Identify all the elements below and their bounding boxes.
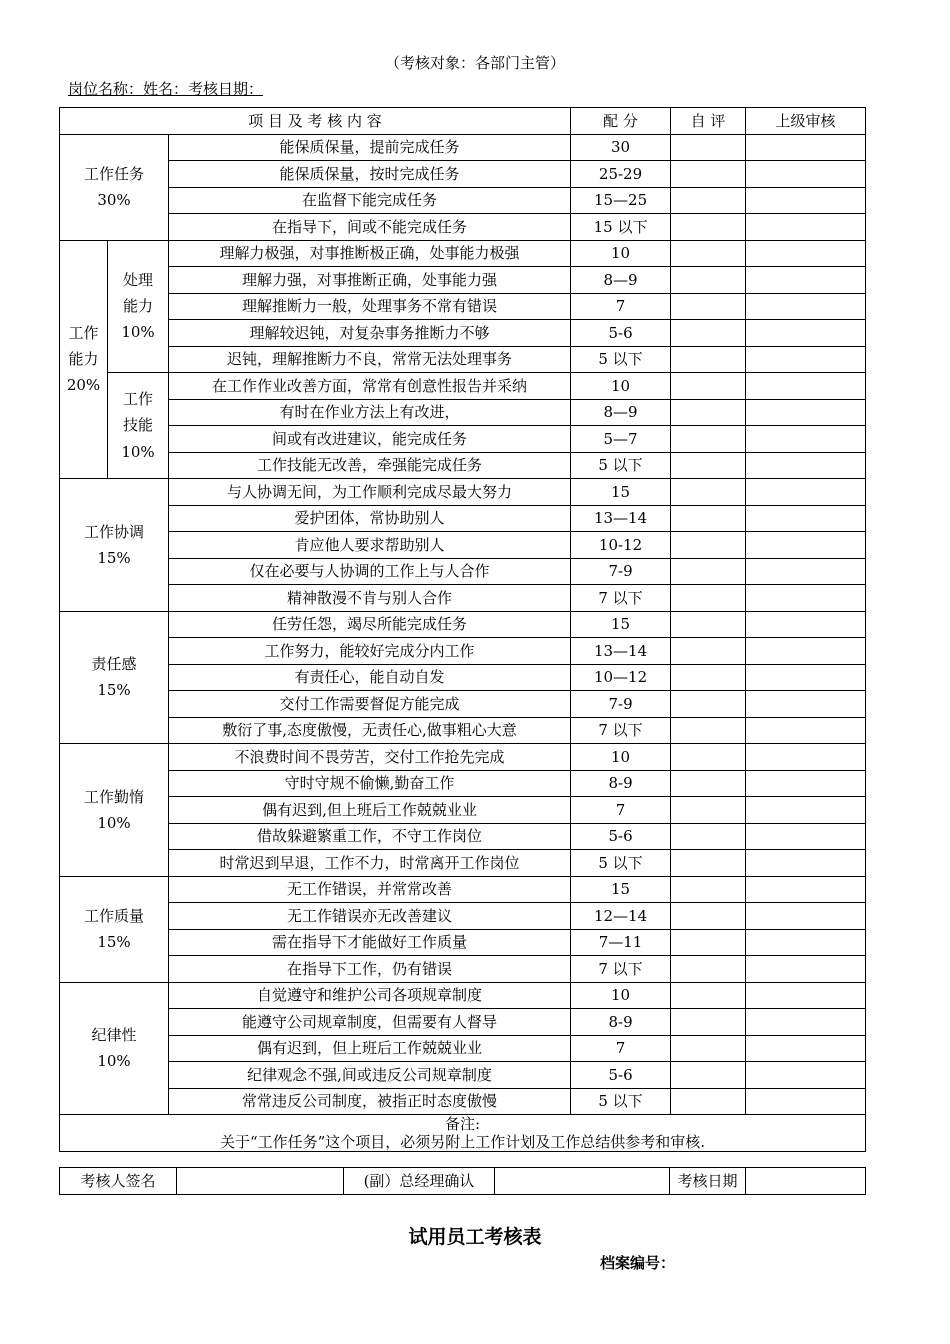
self-evaluation-field[interactable] bbox=[671, 187, 746, 214]
supervisor-review-field[interactable] bbox=[746, 1035, 866, 1062]
signature-row bbox=[60, 1168, 866, 1195]
criteria-text: 无工作错误，并常常改善 bbox=[169, 876, 571, 903]
criteria-text: 时常迟到早退，工作不力，时常离开工作岗位 bbox=[169, 850, 571, 877]
col-self-header: 自 评 bbox=[671, 108, 746, 135]
criteria-text: 不浪费时间不畏劳苦，交付工作抢先完成 bbox=[169, 744, 571, 771]
table-row bbox=[60, 346, 866, 373]
score-range: 8-9 bbox=[571, 1009, 671, 1036]
table-row bbox=[60, 267, 866, 294]
reviewer-label: 考核人签名 bbox=[60, 1168, 177, 1195]
self-evaluation-field[interactable] bbox=[671, 267, 746, 294]
self-evaluation-field[interactable] bbox=[671, 929, 746, 956]
score-range: 7 以下 bbox=[571, 717, 671, 744]
criteria-text: 任劳任怨，竭尽所能完成任务 bbox=[169, 611, 571, 638]
criteria-text: 能遵守公司规章制度，但需要有人督导 bbox=[169, 1009, 571, 1036]
self-evaluation-field[interactable] bbox=[671, 346, 746, 373]
criteria-text: 能保质保量，提前完成任务 bbox=[169, 134, 571, 161]
score-range: 15 bbox=[571, 611, 671, 638]
supervisor-review-field[interactable] bbox=[746, 664, 866, 691]
self-evaluation-field[interactable] bbox=[671, 770, 746, 797]
supervisor-review-field[interactable] bbox=[746, 240, 866, 267]
score-range: 15—25 bbox=[571, 187, 671, 214]
table-row bbox=[60, 426, 866, 453]
score-range: 10 bbox=[571, 373, 671, 400]
category-cell: 工作任务 30% bbox=[60, 134, 169, 240]
table-row bbox=[60, 1009, 866, 1036]
table-row bbox=[60, 664, 866, 691]
table-row bbox=[60, 240, 866, 267]
supervisor-review-field[interactable] bbox=[746, 426, 866, 453]
supervisor-review-field[interactable] bbox=[746, 399, 866, 426]
supervisor-review-field[interactable] bbox=[746, 1088, 866, 1115]
self-evaluation-field[interactable] bbox=[671, 664, 746, 691]
criteria-text: 仅在必要与人协调的工作上与人合作 bbox=[169, 558, 571, 585]
supervisor-review-field[interactable] bbox=[746, 691, 866, 718]
table-row bbox=[60, 1035, 866, 1062]
self-evaluation-field[interactable] bbox=[671, 982, 746, 1009]
col-item-header: 项 目 及 考 核 内 容 bbox=[60, 108, 571, 135]
criteria-text: 精神散漫不肯与别人合作 bbox=[169, 585, 571, 612]
self-evaluation-field[interactable] bbox=[671, 558, 746, 585]
self-evaluation-field[interactable] bbox=[671, 426, 746, 453]
supervisor-review-field[interactable] bbox=[746, 770, 866, 797]
table-row bbox=[60, 982, 866, 1009]
supervisor-review-field[interactable] bbox=[746, 850, 866, 877]
criteria-text: 交付工作需要督促方能完成 bbox=[169, 691, 571, 718]
score-range: 5 以下 bbox=[571, 346, 671, 373]
score-range: 15 以下 bbox=[571, 214, 671, 241]
header-fields: 岗位名称：姓名：考核日期： bbox=[68, 80, 264, 98]
supervisor-review-field[interactable] bbox=[746, 161, 866, 188]
supervisor-review-field[interactable] bbox=[746, 929, 866, 956]
supervisor-review-field[interactable] bbox=[746, 823, 866, 850]
table-row bbox=[60, 479, 866, 506]
supervisor-review-field[interactable] bbox=[746, 717, 866, 744]
table-row bbox=[60, 611, 866, 638]
table-row bbox=[60, 876, 866, 903]
supervisor-review-field[interactable] bbox=[746, 214, 866, 241]
supervisor-review-field[interactable] bbox=[746, 558, 866, 585]
score-range: 10-12 bbox=[571, 532, 671, 559]
score-range: 25-29 bbox=[571, 161, 671, 188]
score-range: 30 bbox=[571, 134, 671, 161]
score-range: 10 bbox=[571, 982, 671, 1009]
supervisor-review-field[interactable] bbox=[746, 346, 866, 373]
supervisor-review-field[interactable] bbox=[746, 797, 866, 824]
table-row bbox=[60, 797, 866, 824]
criteria-text: 敷衍了事,态度傲慢，无责任心,做事粗心大意 bbox=[169, 717, 571, 744]
score-range: 5 以下 bbox=[571, 1088, 671, 1115]
table-row bbox=[60, 850, 866, 877]
supervisor-review-field[interactable] bbox=[746, 452, 866, 479]
self-evaluation-field[interactable] bbox=[671, 691, 746, 718]
table-row bbox=[60, 134, 866, 161]
category-cell: 工作协调 15% bbox=[60, 479, 169, 612]
supervisor-review-field[interactable] bbox=[746, 982, 866, 1009]
score-range: 13—14 bbox=[571, 505, 671, 532]
supervisor-review-field[interactable] bbox=[746, 585, 866, 612]
criteria-text: 偶有迟到,但上班后工作兢兢业业 bbox=[169, 797, 571, 824]
supervisor-review-field[interactable] bbox=[746, 187, 866, 214]
criteria-text: 理解力强，对事推断正确，处事能力强 bbox=[169, 267, 571, 294]
criteria-text: 借故躲避繁重工作，不守工作岗位 bbox=[169, 823, 571, 850]
category-cell: 责任感 15% bbox=[60, 611, 169, 744]
supervisor-review-field[interactable] bbox=[746, 903, 866, 930]
criteria-text: 肯应他人要求帮助别人 bbox=[169, 532, 571, 559]
self-evaluation-field[interactable] bbox=[671, 1062, 746, 1089]
header-row bbox=[60, 108, 866, 135]
supervisor-review-field[interactable] bbox=[746, 134, 866, 161]
category-cell: 工作勤惰 10% bbox=[60, 744, 169, 877]
self-evaluation-field[interactable] bbox=[671, 1088, 746, 1115]
criteria-text: 工作努力，能较好完成分内工作 bbox=[169, 638, 571, 665]
table-row bbox=[60, 505, 866, 532]
self-evaluation-field[interactable] bbox=[671, 452, 746, 479]
self-evaluation-field[interactable] bbox=[671, 585, 746, 612]
table-row bbox=[60, 956, 866, 983]
self-evaluation-field[interactable] bbox=[671, 293, 746, 320]
supervisor-review-field[interactable] bbox=[746, 1062, 866, 1089]
criteria-text: 在工作作业改善方面，常常有创意性报告并采纳 bbox=[169, 373, 571, 400]
supervisor-review-field[interactable] bbox=[746, 876, 866, 903]
criteria-text: 在指导下工作，仍有错误 bbox=[169, 956, 571, 983]
table-row bbox=[60, 638, 866, 665]
subcategory-cell: 工作 技能 10% bbox=[108, 373, 169, 479]
criteria-text: 在指导下，间或不能完成任务 bbox=[169, 214, 571, 241]
supervisor-review-field[interactable] bbox=[746, 320, 866, 347]
table-row bbox=[60, 1062, 866, 1089]
col-score-header: 配 分 bbox=[571, 108, 671, 135]
col-review-header: 上级审核 bbox=[746, 108, 866, 135]
note-row bbox=[60, 1115, 866, 1152]
self-evaluation-field[interactable] bbox=[671, 532, 746, 559]
score-range: 15 bbox=[571, 479, 671, 506]
criteria-text: 与人协调无间，为工作顺利完成尽最大努力 bbox=[169, 479, 571, 506]
manager-confirm-label: (副）总经理确认 bbox=[344, 1168, 495, 1195]
note-text: 关于“工作任务”这个项目，必须另附上工作计划及工作总结供参考和审核. bbox=[219, 1133, 706, 1151]
score-range: 7 以下 bbox=[571, 585, 671, 612]
table-row bbox=[60, 161, 866, 188]
self-evaluation-field[interactable] bbox=[671, 956, 746, 983]
reviewer-signature-field[interactable] bbox=[177, 1168, 344, 1195]
table-row bbox=[60, 452, 866, 479]
score-range: 10—12 bbox=[571, 664, 671, 691]
category-cell: 纪律性 10% bbox=[60, 982, 169, 1115]
score-range: 7-9 bbox=[571, 558, 671, 585]
self-evaluation-field[interactable] bbox=[671, 638, 746, 665]
criteria-text: 能保质保量，按时完成任务 bbox=[169, 161, 571, 188]
criteria-text: 有责任心，能自动自发 bbox=[169, 664, 571, 691]
criteria-text: 爱护团体，常协助别人 bbox=[169, 505, 571, 532]
self-evaluation-field[interactable] bbox=[671, 797, 746, 824]
self-evaluation-field[interactable] bbox=[671, 399, 746, 426]
criteria-text: 迟钝，理解推断力不良，常常无法处理事务 bbox=[169, 346, 571, 373]
self-evaluation-field[interactable] bbox=[671, 717, 746, 744]
score-range: 8-9 bbox=[571, 770, 671, 797]
supervisor-review-field[interactable] bbox=[746, 638, 866, 665]
supervisor-review-field[interactable] bbox=[746, 479, 866, 506]
self-evaluation-field[interactable] bbox=[671, 161, 746, 188]
criteria-text: 理解推断力一般，处理事务不常有错误 bbox=[169, 293, 571, 320]
review-date-label: 考核日期 bbox=[670, 1168, 746, 1195]
score-range: 7 bbox=[571, 1035, 671, 1062]
signature-table bbox=[59, 1167, 866, 1195]
supervisor-review-field[interactable] bbox=[746, 1009, 866, 1036]
category-cell: 工作 能力 20% bbox=[60, 240, 108, 479]
self-evaluation-field[interactable] bbox=[671, 479, 746, 506]
supervisor-review-field[interactable] bbox=[746, 532, 866, 559]
self-evaluation-field[interactable] bbox=[671, 240, 746, 267]
table-row bbox=[60, 214, 866, 241]
table-row bbox=[60, 187, 866, 214]
table-row bbox=[60, 320, 866, 347]
score-range: 5-6 bbox=[571, 1062, 671, 1089]
table-row bbox=[60, 558, 866, 585]
criteria-text: 守时守规不偷懒,勤奋工作 bbox=[169, 770, 571, 797]
table-row bbox=[60, 770, 866, 797]
score-range: 10 bbox=[571, 744, 671, 771]
criteria-text: 无工作错误亦无改善建议 bbox=[169, 903, 571, 930]
archive-number: 档案编号： bbox=[600, 1254, 676, 1272]
self-evaluation-field[interactable] bbox=[671, 1035, 746, 1062]
manager-confirm-field[interactable] bbox=[495, 1168, 670, 1195]
table-row bbox=[60, 929, 866, 956]
self-evaluation-field[interactable] bbox=[671, 1009, 746, 1036]
score-range: 7 以下 bbox=[571, 956, 671, 983]
score-range: 10 bbox=[571, 240, 671, 267]
supervisor-review-field[interactable] bbox=[746, 956, 866, 983]
criteria-text: 间或有改进建议，能完成任务 bbox=[169, 426, 571, 453]
self-evaluation-field[interactable] bbox=[671, 505, 746, 532]
self-evaluation-field[interactable] bbox=[671, 823, 746, 850]
score-range: 8—9 bbox=[571, 399, 671, 426]
criteria-text: 需在指导下才能做好工作质量 bbox=[169, 929, 571, 956]
supervisor-review-field[interactable] bbox=[746, 744, 866, 771]
evaluation-table bbox=[59, 107, 866, 1152]
score-range: 5—7 bbox=[571, 426, 671, 453]
criteria-text: 纪律观念不强,间或违反公司规章制度 bbox=[169, 1062, 571, 1089]
criteria-text: 有时在作业方法上有改进， bbox=[169, 399, 571, 426]
criteria-text: 工作技能无改善，牵强能完成任务 bbox=[169, 452, 571, 479]
score-range: 7—11 bbox=[571, 929, 671, 956]
score-range: 5 以下 bbox=[571, 452, 671, 479]
page-title: 试用员工考核表 bbox=[408, 1226, 542, 1248]
table-row bbox=[60, 744, 866, 771]
self-evaluation-field[interactable] bbox=[671, 134, 746, 161]
score-range: 7 bbox=[571, 797, 671, 824]
criteria-text: 自觉遵守和维护公司各项规章制度 bbox=[169, 982, 571, 1009]
self-evaluation-field[interactable] bbox=[671, 320, 746, 347]
score-range: 13—14 bbox=[571, 638, 671, 665]
criteria-text: 常常违反公司制度，被指正时态度傲慢 bbox=[169, 1088, 571, 1115]
table-row bbox=[60, 532, 866, 559]
form-subtitle: （考核对象：各部门主管） bbox=[384, 54, 565, 72]
score-range: 5-6 bbox=[571, 823, 671, 850]
table-row bbox=[60, 1088, 866, 1115]
note-cell bbox=[60, 1115, 866, 1152]
table-row bbox=[60, 717, 866, 744]
score-range: 7 bbox=[571, 293, 671, 320]
table-row bbox=[60, 823, 866, 850]
self-evaluation-field[interactable] bbox=[671, 850, 746, 877]
supervisor-review-field[interactable] bbox=[746, 293, 866, 320]
table-row bbox=[60, 585, 866, 612]
table-row bbox=[60, 903, 866, 930]
note-label: 备注: bbox=[444, 1115, 481, 1133]
score-range: 5 以下 bbox=[571, 850, 671, 877]
subcategory-cell: 处理 能力 10% bbox=[108, 240, 169, 373]
table-row bbox=[60, 399, 866, 426]
supervisor-review-field[interactable] bbox=[746, 505, 866, 532]
score-range: 5-6 bbox=[571, 320, 671, 347]
score-range: 8—9 bbox=[571, 267, 671, 294]
self-evaluation-field[interactable] bbox=[671, 744, 746, 771]
self-evaluation-field[interactable] bbox=[671, 373, 746, 400]
review-date-field[interactable] bbox=[746, 1168, 866, 1195]
score-range: 7-9 bbox=[571, 691, 671, 718]
criteria-text: 在监督下能完成任务 bbox=[169, 187, 571, 214]
table-row bbox=[60, 293, 866, 320]
criteria-text: 理解较迟钝，对复杂事务推断力不够 bbox=[169, 320, 571, 347]
self-evaluation-field[interactable] bbox=[671, 611, 746, 638]
score-range: 15 bbox=[571, 876, 671, 903]
self-evaluation-field[interactable] bbox=[671, 903, 746, 930]
self-evaluation-field[interactable] bbox=[671, 214, 746, 241]
category-cell: 工作质量 15% bbox=[60, 876, 169, 982]
criteria-text: 理解力极强，对事推断极正确，处事能力极强 bbox=[169, 240, 571, 267]
table-row bbox=[60, 691, 866, 718]
supervisor-review-field[interactable] bbox=[746, 611, 866, 638]
supervisor-review-field[interactable] bbox=[746, 373, 866, 400]
self-evaluation-field[interactable] bbox=[671, 876, 746, 903]
table-row bbox=[60, 373, 866, 400]
score-range: 12—14 bbox=[571, 903, 671, 930]
criteria-text: 偶有迟到，但上班后工作兢兢业业 bbox=[169, 1035, 571, 1062]
supervisor-review-field[interactable] bbox=[746, 267, 866, 294]
